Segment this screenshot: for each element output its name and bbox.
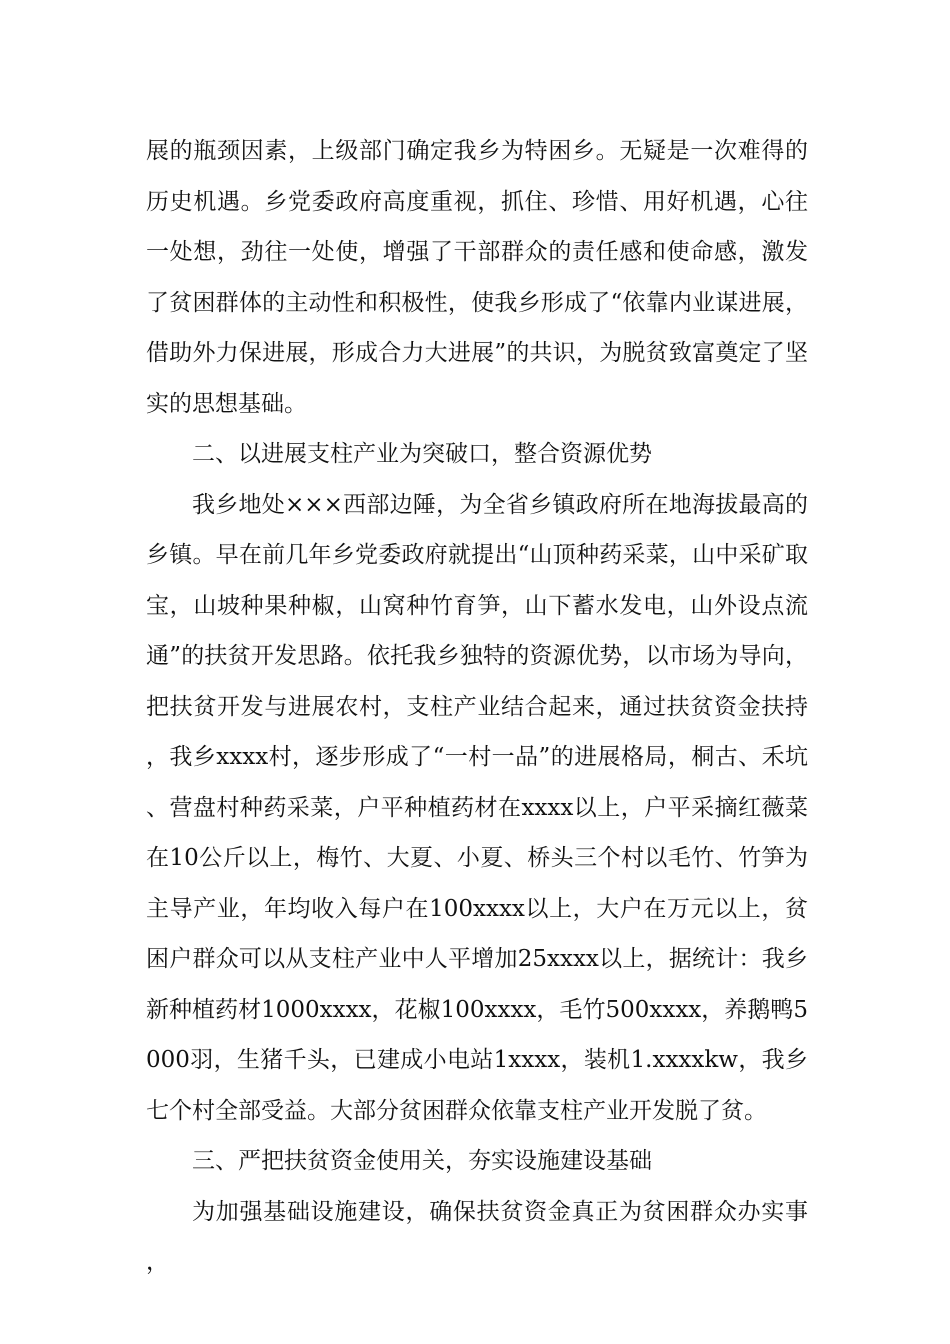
section-heading-2: 二、以进展支柱产业为突破口，整合资源优势 [192, 441, 652, 467]
paragraph-2: 我乡地处×××西部边陲，为全省乡镇政府所在地海拔最高的乡镇。早在前几年乡党委政府就提出“山顶种药采菜，山中采矿取宝，山坡种果种椒，山窝种竹育笋，山下蓄水发电，山外设点流通”的扶贫开发思路。依托我乡独特的资源优势，以市场为导向，把扶贫开发与进展农村，支柱产业结合起来，通过扶贫资金扶持，我乡xxxx村，逐步形成了“一村一品”的进展格局，桐古、禾坑、营盘村种药采菜，户平种植药材在xxxx以上，户平采摘红薇菜在10公斤以上，梅竹、大夏、小夏、桥头三个村以毛竹、竹笋为主导产业，年均收入每户在100xxxx以上，大户在万元以上，贫困户群众可以从支柱产业中人平增加25xxxx以上，据统计：我乡新种植药材1000xxxx，花椒100xxxx，毛竹500xxxx，养鹅鸭5000羽，生猪千头，已建成小电站1xxxx，装机1.xxxxkw，我乡七个村全部受益。大部分贫困群众依靠支柱产业开发脱了贫。 [146, 491, 808, 1124]
paragraph-3: 为加强基础设施建设，确保扶贫资金真正为贫困群众办实事， [146, 1198, 808, 1275]
document-body [146, 126, 808, 1288]
section-heading-3: 三、严把扶贫资金使用关，夯实设施建设基础 [192, 1148, 652, 1174]
paragraph-1: 展的瓶颈因素，上级部门确定我乡为特困乡。无疑是一次难得的历史机遇。乡党委政府高度重视，抓住、珍惜、用好机遇，心往一处想，劲往一处使，增强了干部群众的责任感和使命感，激发了贫困群体的主动性和积极性，使我乡形成了“依靠内业谋进展，借助外力保进展，形成合力大进展”的共识，为脱贫致富奠定了坚实的思想基础。 [146, 138, 808, 417]
